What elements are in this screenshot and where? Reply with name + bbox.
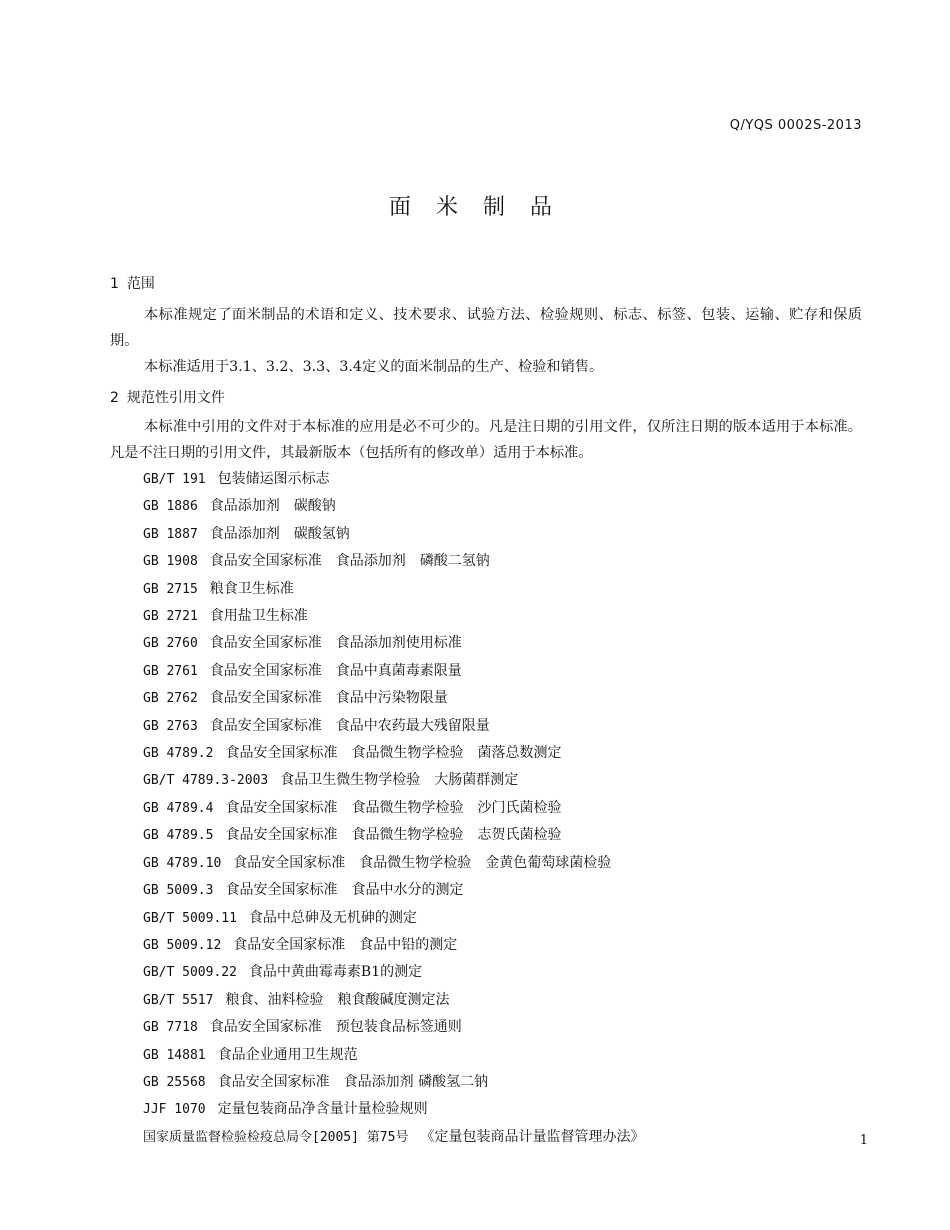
scope-paragraph-2: 本标准适用于3.1、3.2、3.3、3.4定义的面米制品的生产、检验和销售。: [144, 359, 604, 375]
section-title: 范围: [126, 276, 155, 292]
reference-title: 《定量包装商品计量监督管理办法》: [420, 1128, 645, 1145]
reference-code: GB 5009.12: [143, 937, 222, 953]
reference-item: [110, 767, 862, 794]
reference-title: 食品安全国家标准 食品中污染物限量: [209, 690, 448, 707]
reference-item: [110, 1042, 862, 1069]
reference-code: GB 1886: [143, 499, 198, 515]
reference-item: [110, 685, 862, 712]
reference-code: GB 2760: [143, 636, 198, 652]
reference-title: 食品安全国家标准 食品中铅的测定: [233, 936, 458, 953]
document-title: 面 米 制 品: [389, 195, 561, 220]
page-number: 1: [859, 1133, 868, 1148]
reference-code: JJF 1070: [143, 1102, 206, 1118]
reference-title: 食品安全国家标准 食品添加剂 磷酸二氢钠: [209, 553, 490, 570]
reference-item: [110, 466, 862, 493]
section-2-heading: [110, 386, 862, 410]
reference-item: [110, 905, 862, 932]
reference-item: [110, 822, 862, 849]
reference-code: GB 1908: [143, 554, 198, 570]
reference-item: [110, 603, 862, 630]
reference-item: [110, 850, 862, 877]
reference-item: [110, 1124, 862, 1151]
scope-paragraph-1: 本标准规定了面米制品的术语和定义、技术要求、试验方法、检验规则、标志、标签、包装、运输、贮存和保质期。: [110, 307, 862, 349]
reference-item: [110, 959, 862, 986]
reference-code: GB 2715: [143, 581, 198, 597]
reference-code: GB/T 5009.11: [143, 910, 237, 926]
reference-title: 食品添加剂 碳酸钠: [209, 498, 336, 515]
reference-title: 食品安全国家标准 食品中真菌毒素限量: [209, 662, 462, 679]
reference-code: GB 4789.2: [143, 746, 214, 762]
reference-title: 食品安全国家标准 食品微生物学检验 志贺氏菌检验: [225, 827, 562, 844]
reference-code: GB 2761: [143, 663, 198, 679]
reference-title: 食品添加剂 碳酸氢钠: [209, 525, 350, 542]
reference-code: GB 2763: [143, 718, 198, 734]
reference-code: 国家质量监督检验检疫总局令[2005] 第75号: [143, 1129, 409, 1145]
reference-item: [110, 1069, 862, 1096]
reference-title: 食品安全国家标准 食品添加剂使用标准: [209, 635, 462, 652]
reference-list: [110, 466, 862, 1151]
reference-title: 食品安全国家标准 预包装食品标签通则: [209, 1019, 462, 1036]
reference-code: GB 25568: [143, 1074, 206, 1090]
reference-title: 食品安全国家标准 食品微生物学检验 菌落总数测定: [225, 745, 562, 762]
reference-item: [110, 630, 862, 657]
reference-title: 食品企业通用卫生规范: [217, 1046, 358, 1063]
reference-code: GB 4789.10: [143, 855, 222, 871]
reference-item: [110, 1014, 862, 1041]
standard-number: Q/YQS 0002S-2013: [729, 118, 862, 133]
reference-item: [110, 658, 862, 685]
reference-item: [110, 576, 862, 603]
section-title: 规范性引用文件: [126, 390, 225, 406]
reference-title: 食品安全国家标准 食品中农药最大残留限量: [209, 717, 490, 734]
reference-code: GB 5009.3: [143, 883, 214, 899]
reference-title: 食品安全国家标准 食品微生物学检验 金黄色葡萄球菌检验: [233, 854, 612, 871]
reference-code: GB 4789.5: [143, 828, 214, 844]
section-number: 2: [110, 390, 119, 406]
reference-title: 粮食卫生标准: [209, 580, 294, 597]
normative-paragraph: 本标准中引用的文件对于本标准的应用是必不可少的。凡是注日期的引用文件，仅所注日期的版本适用于本标准。凡是不注日期的引用文件，其最新版本（包括所有的修改单）适用于本标准。: [110, 419, 862, 461]
reference-title: 包装储运图示标志: [217, 471, 330, 487]
reference-title: 食品安全国家标准 食品中水分的测定: [225, 882, 464, 899]
reference-code: GB 1887: [143, 526, 198, 542]
reference-code: GB/T 4789.3-2003: [143, 773, 269, 789]
reference-code: GB 2762: [143, 691, 198, 707]
reference-title: 食品中总砷及无机砷的测定: [248, 909, 417, 926]
section-number: 1: [110, 276, 119, 292]
reference-title: 食品中黄曲霉毒素B1的测定: [248, 964, 423, 981]
reference-code: GB/T 5009.22: [143, 965, 237, 981]
section-1-heading: [110, 272, 862, 296]
reference-item: [110, 713, 862, 740]
reference-code: GB 2721: [143, 609, 198, 625]
reference-title: 食品安全国家标准 食品微生物学检验 沙门氏菌检验: [225, 799, 562, 816]
reference-item: [110, 548, 862, 575]
document-body: [110, 270, 862, 1167]
reference-code: GB/T 191: [143, 472, 206, 487]
reference-item: [110, 1096, 862, 1123]
reference-item: [110, 740, 862, 767]
reference-item: [110, 493, 862, 520]
reference-title: 食用盐卫生标准: [209, 608, 308, 625]
reference-title: 食品安全国家标准 食品添加剂 磷酸氢二钠: [217, 1073, 489, 1090]
reference-item: [110, 877, 862, 904]
reference-item: [110, 987, 862, 1014]
reference-code: GB/T 5517: [143, 992, 214, 1008]
reference-code: GB 4789.4: [143, 800, 214, 816]
reference-title: 粮食、油料检验 粮食酸碱度测定法: [225, 991, 450, 1008]
reference-code: GB 7718: [143, 1020, 198, 1036]
reference-code: GB 14881: [143, 1047, 206, 1063]
reference-title: 食品卫生微生物学检验 大肠菌群测定: [280, 772, 519, 789]
reference-title: 定量包装商品净含量计量检验规则: [217, 1101, 428, 1118]
reference-item: [110, 932, 862, 959]
reference-item: [110, 795, 862, 822]
reference-item: [110, 521, 862, 548]
